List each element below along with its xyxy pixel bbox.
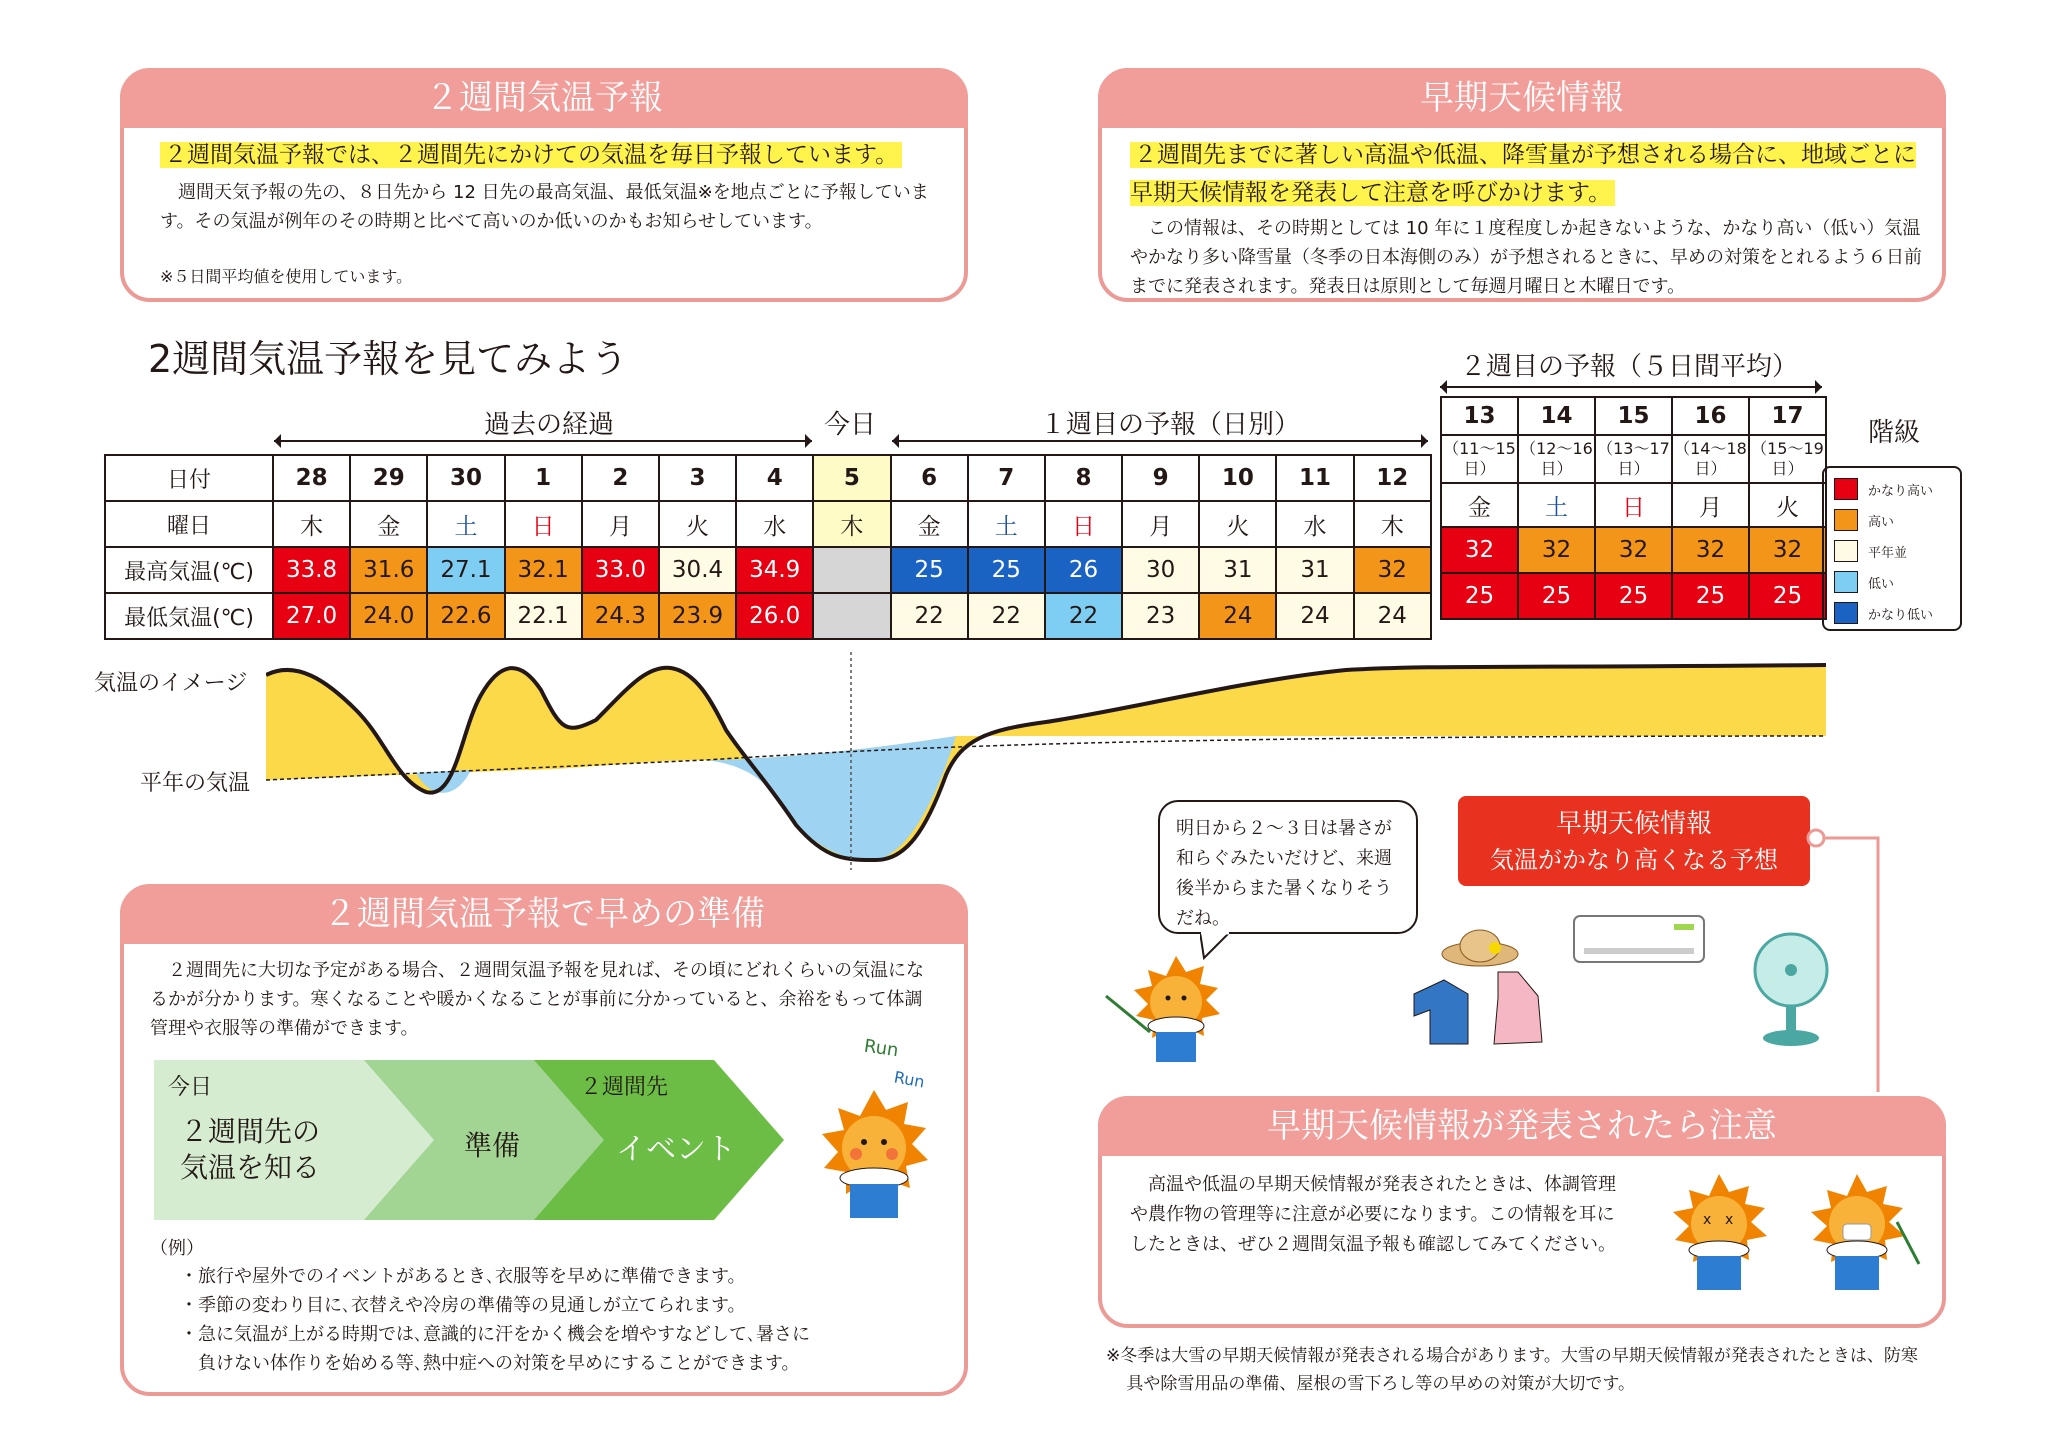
weekday-cell: 月 [1122,501,1199,547]
table-row [1441,573,1826,619]
flow-know-2: 気温を知る [180,1151,321,1184]
weekday-cell: 日 [1045,501,1122,547]
max-temp-cell: 32.1 [505,547,582,593]
weekday-cell: 金 [891,501,968,547]
date-cell: 15 [1595,397,1672,435]
flow-two-weeks: ２週間先 [580,1075,669,1100]
alert-title: 早期天候情報 [1555,809,1712,839]
air-conditioner-icon [1570,912,1710,982]
week2-label: ２週目の予報（５日間平均） [1460,352,1799,382]
date-cell: 11 [1276,455,1353,501]
min-temp-cell: 25 [1595,573,1672,619]
min-temp-cell: 22 [968,593,1045,639]
min-temp-cell: 23.9 [659,593,736,639]
table-row [1441,483,1826,527]
max-temp-cell: 33.8 [273,547,350,593]
table-row [1441,527,1826,573]
panel-title: ２週間気温予報 [120,68,968,128]
week2-arrow [1440,386,1822,388]
week1-arrow [892,440,1428,442]
max-temp-cell: 34.9 [736,547,813,593]
table-row [105,501,1431,547]
max-temp-cell: 25 [968,547,1045,593]
example-item: ・旅行や屋外でのイベントがあるとき､衣服等を早めに準備できます。 [180,1266,746,1287]
panel-early-weather-info [1098,68,1946,302]
min-temp-cell: 25 [1672,573,1749,619]
weekday-cell: 水 [736,501,813,547]
max-temp-cell: 32 [1441,527,1518,573]
example-item: ・急に気温が上がる時期では､意識的に汗をかく機会を増やすなどして､暑さに [180,1324,810,1345]
table-row [1441,397,1826,435]
max-temp-cell: 30 [1122,547,1199,593]
min-temp-cell: 24 [1354,593,1431,639]
footnote: ※冬季は大雪の早期天候情報が発表される場合があります。大雪の早期天候情報が発表されたときは、防寒具や除雪用品の準備、屋根の雪下ろし等の早めの対策が大切です。 [1106,1346,1918,1394]
panel-caution [1098,1096,1946,1328]
min-temp-cell: 27.0 [273,593,350,639]
max-temp-cell: 31 [1276,547,1353,593]
flow-event: イベント [616,1132,736,1167]
flow-know-1: ２週間先の [180,1115,321,1148]
masked-sun-mascot-icon [1792,1166,1922,1316]
range-cell: （15～19日） [1749,435,1826,483]
max-temp-cell: 32 [1749,527,1826,573]
min-temp-cell: 24 [1276,593,1353,639]
legend-title: 階級 [1868,418,1921,448]
panel-title: 早期天候情報が発表されたら注意 [1098,1096,1946,1156]
legend-label: 平年並 [1868,545,1908,561]
row-label: 最低気温(℃) [105,593,273,639]
min-temp-cell: 25 [1441,573,1518,619]
max-temp-cell: 32 [1354,547,1431,593]
weekday-cell: 火 [1199,501,1276,547]
min-temp-cell: 22 [1045,593,1122,639]
date-cell: 28 [273,455,350,501]
legend-swatch [1834,478,1858,500]
row-label: 曜日 [105,501,273,547]
date-cell: 6 [891,455,968,501]
examples-list [180,1262,940,1378]
speech-bubble: 明日から２～３日は暑さが和らぐみたいだけど、来週後半からまた暑くなりそうだね。 [1158,800,1418,934]
max-temp-cell: 32 [1595,527,1672,573]
body-text: 週間天気予報の先の、８日先から 12 日先の最高気温、最低気温※を地点ごとに予報しています。その気温が例年のその時期と比べて高いのか低いのかもお知らせしています。 [160,182,929,232]
past-arrow [274,440,812,442]
weekday-cell: 木 [1354,501,1431,547]
date-cell: 16 [1672,397,1749,435]
max-temp-cell: 25 [891,547,968,593]
max-temp-cell: 26 [1045,547,1122,593]
max-temp-cell: 27.1 [427,547,504,593]
range-cell: （14～18日） [1672,435,1749,483]
max-temp-cell: 33.0 [582,547,659,593]
min-temp-cell: 25 [1749,573,1826,619]
highlight-text: ２週間先までに著しい高温や低温、降雪量が予想される場合に、地域ごとに早期天候情報を発表して注意を呼びかけます。 [1130,142,1916,206]
body-text: ２週間先に大切な予定がある場合、２週間気温予報を見れば、その頃にどれくらいの気温になるかが分かります。寒くなることや暖かくなることが事前に分かっていると、余裕をもって体調管理や衣服等の準備ができます。 [150,960,924,1039]
image-label: 気温のイメージ [94,671,248,696]
panel-title: ２週間気温予報で早めの準備 [120,884,968,944]
run-text-2: Run [892,1067,927,1092]
weekday-cell: 月 [1672,483,1749,527]
weekday-cell: 日 [1595,483,1672,527]
svg-text:x: x [1725,1212,1734,1228]
today-label: 今日 [824,410,877,440]
min-temp-cell: 22 [891,593,968,639]
max-temp-cell: 31 [1199,547,1276,593]
weekday-cell: 月 [582,501,659,547]
date-cell: 9 [1122,455,1199,501]
max-temp-cell: 32 [1672,527,1749,573]
date-cell: 7 [968,455,1045,501]
min-temp-cell [813,593,890,639]
date-cell: 12 [1354,455,1431,501]
legend-swatch [1834,509,1858,531]
row-label: 日付 [105,455,273,501]
min-temp-cell: 23 [1122,593,1199,639]
legend-item [1834,571,1894,593]
min-temp-cell: 25 [1518,573,1595,619]
weekday-cell: 金 [1441,483,1518,527]
min-temp-cell: 24.0 [350,593,427,639]
running-sun-mascot-icon [804,1088,944,1238]
row-label: 最高気温(℃) [105,547,273,593]
example-item: 負けない体作りを始める等､熱中症への対策を早めにすることができます。 [180,1353,800,1374]
table-row [1441,435,1826,483]
legend-item [1834,602,1933,624]
run-text-1: Run [862,1035,900,1062]
highlight-text: ２週間気温予報では、２週間先にかけての気温を毎日予報しています。 [160,142,902,168]
range-cell: （13～17日） [1595,435,1672,483]
teacher-sun-mascot-icon [1096,952,1246,1102]
min-temp-cell: 22.1 [505,593,582,639]
legend-label: かなり低い [1868,607,1934,623]
sick-sun-mascot-icon [1654,1166,1784,1316]
weekday-cell: 水 [1276,501,1353,547]
date-cell: 8 [1045,455,1122,501]
date-cell: 17 [1749,397,1826,435]
body-text: 高温や低温の早期天候情報が発表されたときは、体調管理や農作物の管理等に注意が必要になります。この情報を耳にしたときは、ぜひ２週間気温予報も確認してみてください。 [1130,1174,1616,1255]
alert-subtitle: 気温がかなり高くなる予想 [1490,846,1778,874]
min-temp-cell: 24 [1199,593,1276,639]
min-temp-cell: 22.6 [427,593,504,639]
weekday-cell: 土 [1518,483,1595,527]
max-temp-cell: 32 [1518,527,1595,573]
date-cell: 1 [505,455,582,501]
weekday-cell: 木 [273,501,350,547]
panel-two-week-forecast [120,68,968,302]
min-temp-cell: 26.0 [736,593,813,639]
date-cell: 10 [1199,455,1276,501]
date-cell: 4 [736,455,813,501]
examples-title: （例） [150,1238,204,1259]
legend-swatch [1834,540,1858,562]
weekday-cell: 木 [813,501,890,547]
legend-swatch [1834,571,1858,593]
weekday-cell: 火 [1749,483,1826,527]
legend [1822,466,1962,631]
weekday-cell: 土 [427,501,504,547]
date-cell: 2 [582,455,659,501]
range-cell: （11～15日） [1441,435,1518,483]
legend-label: 高い [1868,514,1895,530]
weekday-cell: 日 [505,501,582,547]
body-text: この情報は、その時期としては 10 年に１度程度しか起きないような、かなり高い（低い）気温やかなり多い降雪量（冬季の日本海側のみ）が予想されるときに、早めの対策をとれるよう６日前までに発表されます。発表日は原則として毎週月曜日と木曜日です。 [1130,218,1922,297]
legend-item [1834,478,1933,500]
svg-text:x: x [1703,1212,1712,1228]
date-cell: 5 [813,455,890,501]
max-temp-cell: 31.6 [350,547,427,593]
date-cell: 29 [350,455,427,501]
legend-label: かなり高い [1868,483,1934,499]
normal-label: 平年の気温 [140,771,251,796]
panel-early-preparation [120,884,968,1396]
panel-title: 早期天候情報 [1098,68,1946,128]
table-row [105,455,1431,501]
max-temp-cell [813,547,890,593]
legend-item [1834,509,1894,531]
alert-box [1458,796,1810,886]
date-cell: 3 [659,455,736,501]
legend-item [1834,540,1907,562]
example-item: ・季節の変わり目に､衣替えや冷房の準備等の見通しが立てられます。 [180,1295,746,1316]
min-temp-cell: 24.3 [582,593,659,639]
note-text: ※５日間平均値を使用しています。 [160,267,413,286]
table-row [105,593,1431,639]
date-cell: 13 [1441,397,1518,435]
table-row [105,547,1431,593]
weekday-cell: 火 [659,501,736,547]
clothes-hat-icon [1410,920,1570,1050]
past-label: 過去の経過 [484,410,615,440]
electric-fan-icon [1746,930,1836,1050]
legend-label: 低い [1868,576,1895,592]
section-title: 2週間気温予報を見てみよう [148,337,629,381]
range-cell: （12～16日） [1518,435,1595,483]
weekday-cell: 土 [968,501,1045,547]
date-cell: 30 [427,455,504,501]
week1-label: １週目の予報（日別） [1040,410,1301,440]
forecast-table [104,454,1432,640]
max-temp-cell: 30.4 [659,547,736,593]
flow-today: 今日 [168,1075,213,1100]
weekday-cell: 金 [350,501,427,547]
week2-table [1440,396,1827,620]
date-cell: 14 [1518,397,1595,435]
legend-swatch [1834,602,1858,624]
flow-prepare: 準備 [464,1129,521,1162]
